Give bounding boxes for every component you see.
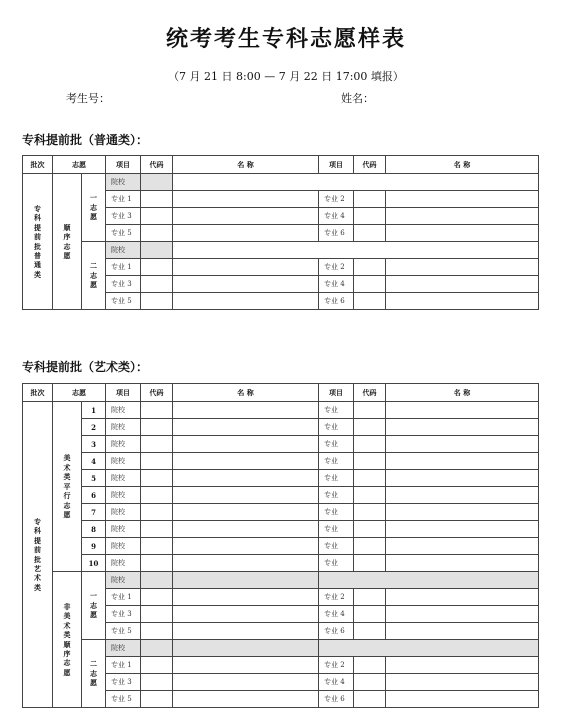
code-cell[interactable] xyxy=(141,191,173,208)
major-label: 专业 xyxy=(319,470,354,487)
code-cell[interactable] xyxy=(354,208,386,225)
name-cell[interactable] xyxy=(386,470,539,487)
name-cell[interactable] xyxy=(173,293,319,310)
name-cell[interactable] xyxy=(173,538,319,555)
major-label: 专业 5 xyxy=(106,293,141,310)
major-label: 专业 1 xyxy=(106,191,141,208)
name-cell[interactable] xyxy=(386,657,539,674)
header-code: 代码 xyxy=(141,384,173,402)
major-label: 专业 4 xyxy=(319,276,354,293)
code-cell[interactable] xyxy=(141,293,173,310)
wish-number: 8 xyxy=(82,521,106,538)
name-cell[interactable] xyxy=(173,504,319,521)
major-label: 专业 2 xyxy=(319,259,354,276)
school-label: 院校 xyxy=(106,640,141,657)
wish-number: 5 xyxy=(82,470,106,487)
wish-1-label: 一志愿 xyxy=(82,174,106,242)
wish-number: 1 xyxy=(82,402,106,419)
school-label: 院校 xyxy=(106,521,141,538)
major-label: 专业 xyxy=(319,504,354,521)
name-cell[interactable] xyxy=(173,623,319,640)
name-cell[interactable] xyxy=(386,208,539,225)
major-label: 专业 2 xyxy=(319,191,354,208)
school-label: 院校 xyxy=(106,555,141,572)
name-cell[interactable] xyxy=(173,487,319,504)
major-label: 专业 3 xyxy=(106,674,141,691)
major-label: 专业 4 xyxy=(319,606,354,623)
name-cell[interactable] xyxy=(386,674,539,691)
name-cell[interactable] xyxy=(173,657,319,674)
school-label: 院校 xyxy=(106,419,141,436)
major-label: 专业 3 xyxy=(106,276,141,293)
school-name-cell[interactable] xyxy=(173,572,319,589)
code-cell[interactable] xyxy=(141,691,173,708)
header-item: 项目 xyxy=(319,384,354,402)
school-label: 院校 xyxy=(106,470,141,487)
major-label: 专业 xyxy=(319,419,354,436)
major-label: 专业 2 xyxy=(319,657,354,674)
school-name-cell[interactable] xyxy=(173,242,539,259)
batch-label: 专科提前批艺术类 xyxy=(23,402,53,708)
name-cell[interactable] xyxy=(386,453,539,470)
code-cell[interactable] xyxy=(354,453,386,470)
name-cell[interactable] xyxy=(173,555,319,572)
name-cell[interactable] xyxy=(386,521,539,538)
major-label: 专业 xyxy=(319,453,354,470)
major-label: 专业 2 xyxy=(319,589,354,606)
school-code-cell[interactable] xyxy=(141,572,173,589)
name-cell[interactable] xyxy=(386,293,539,310)
name-cell[interactable] xyxy=(173,225,319,242)
name-cell[interactable] xyxy=(173,606,319,623)
code-cell[interactable] xyxy=(354,555,386,572)
school-label: 院校 xyxy=(106,453,141,470)
code-cell[interactable] xyxy=(141,208,173,225)
code-cell[interactable] xyxy=(354,691,386,708)
group-sequence-label: 非美术类顺序志愿 xyxy=(53,572,82,708)
major-label: 专业 3 xyxy=(106,208,141,225)
code-cell[interactable] xyxy=(141,276,173,293)
name-cell[interactable] xyxy=(173,691,319,708)
school-label: 院校 xyxy=(106,174,141,191)
code-cell[interactable] xyxy=(141,419,173,436)
major-label: 专业 xyxy=(319,538,354,555)
code-cell[interactable] xyxy=(354,674,386,691)
wish-number: 7 xyxy=(82,504,106,521)
header-name: 名 称 xyxy=(386,384,539,402)
code-cell[interactable] xyxy=(141,225,173,242)
header-code: 代码 xyxy=(141,156,173,174)
school-code-cell[interactable] xyxy=(141,242,173,259)
code-cell[interactable] xyxy=(141,402,173,419)
header-item: 项目 xyxy=(106,156,141,174)
code-cell[interactable] xyxy=(354,419,386,436)
code-cell[interactable] xyxy=(141,453,173,470)
code-cell[interactable] xyxy=(354,259,386,276)
code-cell[interactable] xyxy=(141,487,173,504)
code-cell[interactable] xyxy=(354,487,386,504)
code-cell[interactable] xyxy=(141,436,173,453)
name-cell[interactable] xyxy=(173,208,319,225)
group-parallel-label: 美术类平行志愿 xyxy=(53,402,82,572)
header-item: 项目 xyxy=(319,156,354,174)
code-cell[interactable] xyxy=(354,276,386,293)
school-label: 院校 xyxy=(106,504,141,521)
major-label: 专业 5 xyxy=(106,623,141,640)
wish-2-label: 二志愿 xyxy=(82,242,106,310)
batch-label: 专科提前批普通类 xyxy=(23,174,53,310)
school-name-cell[interactable] xyxy=(173,174,539,191)
code-cell[interactable] xyxy=(354,538,386,555)
code-cell[interactable] xyxy=(141,623,173,640)
header-batch: 批次 xyxy=(23,156,53,174)
name-cell[interactable] xyxy=(386,402,539,419)
school-label: 院校 xyxy=(106,487,141,504)
school-label: 院校 xyxy=(106,436,141,453)
group-label: 顺序志愿 xyxy=(53,174,82,310)
major-label: 专业 4 xyxy=(319,208,354,225)
code-cell[interactable] xyxy=(354,225,386,242)
major-label: 专业 6 xyxy=(319,293,354,310)
section-ordinary-title: 专科提前批（普通类）： xyxy=(22,133,149,147)
art-table xyxy=(22,383,539,708)
code-cell[interactable] xyxy=(354,402,386,419)
ordinary-table xyxy=(22,155,539,310)
name-cell[interactable] xyxy=(386,589,539,606)
wish-number: 3 xyxy=(82,436,106,453)
major-label: 专业 3 xyxy=(106,606,141,623)
wish-number: 10 xyxy=(82,555,106,572)
major-label: 专业 5 xyxy=(106,225,141,242)
major-label: 专业 1 xyxy=(106,589,141,606)
school-name-cell[interactable] xyxy=(319,640,539,657)
code-cell[interactable] xyxy=(141,555,173,572)
header-batch: 批次 xyxy=(23,384,53,402)
wish-number: 6 xyxy=(82,487,106,504)
major-label: 专业 4 xyxy=(319,674,354,691)
major-label: 专业 6 xyxy=(319,623,354,640)
wish-1-label: 一志愿 xyxy=(82,572,106,640)
name-cell[interactable] xyxy=(173,521,319,538)
header-item: 项目 xyxy=(106,384,141,402)
code-cell[interactable] xyxy=(354,657,386,674)
code-cell[interactable] xyxy=(141,538,173,555)
code-cell[interactable] xyxy=(354,504,386,521)
code-cell[interactable] xyxy=(141,657,173,674)
school-code-cell[interactable] xyxy=(141,640,173,657)
header-wish: 志愿 xyxy=(53,156,106,174)
name-cell[interactable] xyxy=(173,453,319,470)
name-cell[interactable] xyxy=(386,225,539,242)
school-name-cell[interactable] xyxy=(319,572,539,589)
wish-number: 9 xyxy=(82,538,106,555)
name-cell[interactable] xyxy=(386,555,539,572)
header-code: 代码 xyxy=(354,384,386,402)
code-cell[interactable] xyxy=(141,606,173,623)
wish-number: 4 xyxy=(82,453,106,470)
name-cell[interactable] xyxy=(386,623,539,640)
name-cell[interactable] xyxy=(173,419,319,436)
major-label: 专业 xyxy=(319,436,354,453)
name-cell[interactable] xyxy=(173,259,319,276)
table-header xyxy=(23,384,539,402)
code-cell[interactable] xyxy=(354,623,386,640)
header-code: 代码 xyxy=(354,156,386,174)
name-cell[interactable] xyxy=(386,419,539,436)
name-cell[interactable] xyxy=(386,538,539,555)
wish-number: 2 xyxy=(82,419,106,436)
code-cell[interactable] xyxy=(354,293,386,310)
code-cell[interactable] xyxy=(141,589,173,606)
name-cell[interactable] xyxy=(173,674,319,691)
fill-period: （7 月 21 日 8:00 — 7 月 22 日 17:00 填报） xyxy=(168,70,404,83)
name-cell[interactable] xyxy=(386,691,539,708)
major-label: 专业 5 xyxy=(106,691,141,708)
wish-2-label: 二志愿 xyxy=(82,640,106,708)
school-label: 院校 xyxy=(106,538,141,555)
major-label: 专业 6 xyxy=(319,691,354,708)
header-name: 名 称 xyxy=(386,156,539,174)
code-cell[interactable] xyxy=(354,191,386,208)
table-header xyxy=(23,156,539,174)
major-label: 专业 xyxy=(319,555,354,572)
major-label: 专业 xyxy=(319,487,354,504)
name-cell[interactable] xyxy=(386,487,539,504)
name-label: 姓名： xyxy=(341,92,374,105)
name-cell[interactable] xyxy=(173,402,319,419)
exam-id-label: 考生号： xyxy=(66,92,110,105)
school-code-cell[interactable] xyxy=(141,174,173,191)
section-art-title: 专科提前批（艺术类）： xyxy=(22,360,149,374)
name-cell[interactable] xyxy=(173,191,319,208)
code-cell[interactable] xyxy=(141,504,173,521)
code-cell[interactable] xyxy=(354,521,386,538)
code-cell[interactable] xyxy=(141,470,173,487)
code-cell[interactable] xyxy=(354,436,386,453)
name-cell[interactable] xyxy=(386,504,539,521)
page-title: 统考考生专科志愿样表 xyxy=(165,26,406,52)
school-label: 院校 xyxy=(106,572,141,589)
header-name: 名 称 xyxy=(173,156,319,174)
name-cell[interactable] xyxy=(386,191,539,208)
school-label: 院校 xyxy=(106,402,141,419)
major-label: 专业 xyxy=(319,402,354,419)
name-cell[interactable] xyxy=(173,470,319,487)
name-cell[interactable] xyxy=(173,276,319,293)
code-cell[interactable] xyxy=(141,259,173,276)
major-label: 专业 1 xyxy=(106,259,141,276)
code-cell[interactable] xyxy=(354,606,386,623)
school-name-cell[interactable] xyxy=(173,640,319,657)
name-cell[interactable] xyxy=(173,436,319,453)
school-label: 院校 xyxy=(106,242,141,259)
name-cell[interactable] xyxy=(386,436,539,453)
major-label: 专业 6 xyxy=(319,225,354,242)
code-cell[interactable] xyxy=(141,521,173,538)
name-cell[interactable] xyxy=(386,606,539,623)
code-cell[interactable] xyxy=(141,674,173,691)
name-cell[interactable] xyxy=(386,259,539,276)
header-wish: 志愿 xyxy=(53,384,106,402)
major-label: 专业 xyxy=(319,521,354,538)
code-cell[interactable] xyxy=(354,470,386,487)
code-cell[interactable] xyxy=(354,589,386,606)
name-cell[interactable] xyxy=(386,276,539,293)
major-label: 专业 1 xyxy=(106,657,141,674)
name-cell[interactable] xyxy=(173,589,319,606)
header-name: 名 称 xyxy=(173,384,319,402)
